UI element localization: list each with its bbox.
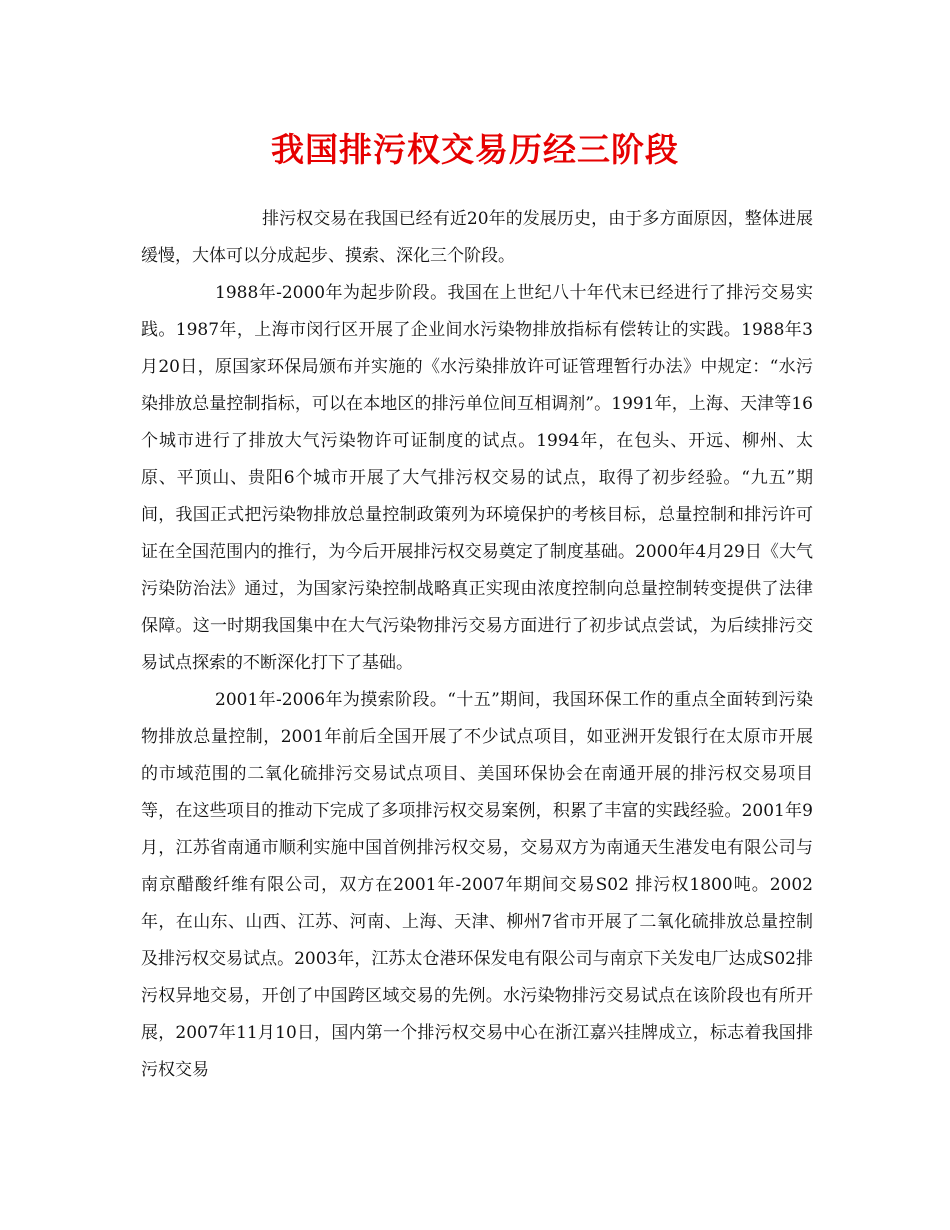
document-body (141, 201, 813, 1089)
paragraph-start-stage: 1988年-2000年为起步阶段。我国在上世纪八十年代末已经进行了排污交易实践。1987年，上海市闵行区开展了企业间水污染物排放指标有偿转让的实践。1988年3月20日，原国家环保局颁布并实施的《水污染排放许可证管理暂行办法》中规定：“水污染排放总量控制指标，可以在本地区的排污单位间互相调剂”。1991年，上海、天津等16个城市进行了排放大气污染物许可证制度的试点。1994年，在包头、开远、柳州、太原、平顶山、贵阳6个城市开展了大气排污权交易的试点，取得了初步经验。“九五”期间，我国正式把污染物排放总量控制政策列为环境保护的考核目标，总量控制和排污许可证在全国范围内的推行，为今后开展排污权交易奠定了制度基础。2000年4月29日《大气污染防治法》通过，为国家污染控制战略真正实现由浓度控制向总量控制转变提供了法律保障。这一时期我国集中在大气污染物排污交易方面进行了初步试点尝试，为后续排污交易试点探索的不断深化打下了基础。 (141, 283, 813, 673)
document-title: 我国排污权交易历经三阶段 (271, 130, 679, 169)
paragraph-explore-stage: 2001年-2006年为摸索阶段。“十五”期间，我国环保工作的重点全面转到污染物排放总量控制，2001年前后全国开展了不少试点项目，如亚洲开发银行在太原市开展的市域范围的二氧化硫排污交易试点项目、美国环保协会在南通开展的排污权交易项目等，在这些项目的推动下完成了多项排污权交易案例，积累了丰富的实践经验。2001年9月，江苏省南通市顺利实施中国首例排污权交易，交易双方为南通天生港发电有限公司与南京醋酸纤维有限公司，双方在2001年-2007年期间交易S02 排污权1800吨。2002年，在山东、山西、江苏、河南、上海、天津、柳州7省市开展了二氧化硫排放总量控制及排污权交易试点。2003年，江苏太仓港环保发电有限公司与南京下关发电厂达成S02排污权异地交易，开创了中国跨区域交易的先例。水污染物排污交易试点在该阶段也有所开展，2007年11月10日，国内第一个排污权交易中心在浙江嘉兴挂牌成立，标志着我国排污权交易 (141, 690, 813, 1080)
paragraph-intro: 排污权交易在我国已经有近20年的发展历史，由于多方面原因，整体进展缓慢，大体可以分成起步、摸索、深化三个阶段。 (141, 209, 813, 266)
